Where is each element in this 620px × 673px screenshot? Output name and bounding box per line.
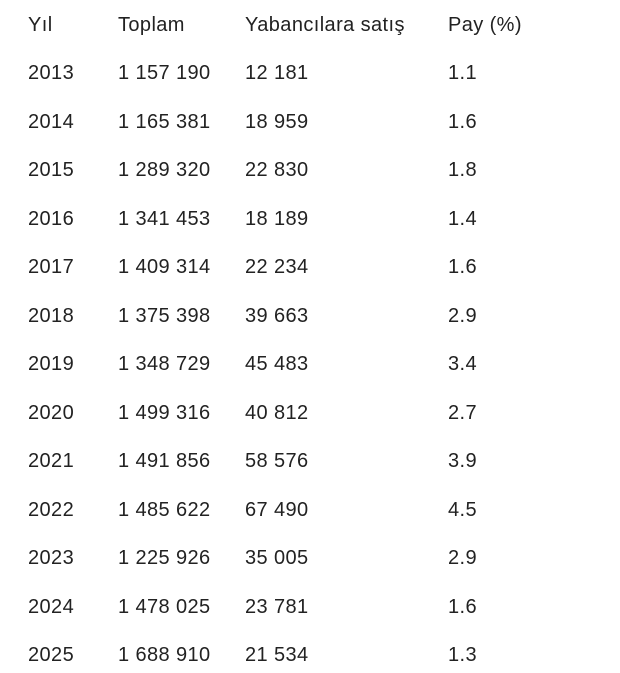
cell-total: 1 485 622 [118,498,211,521]
cell-year: 2024 [28,595,75,618]
column-header-year: Yıl [28,13,53,36]
cell-year: 2018 [28,304,75,327]
cell-total: 1 157 190 [118,62,211,85]
cell-total: 1 409 314 [118,256,211,279]
table-row-2015 [0,147,620,196]
table-row-2019 [0,341,620,390]
table-row-2024 [0,583,620,632]
cell-foreign-sales: 18 189 [245,207,309,230]
table-header-row [0,1,620,50]
cell-share: 1.3 [448,644,478,667]
cell-total: 1 165 381 [118,110,211,133]
cell-year: 2025 [28,644,75,667]
cell-share: 3.4 [448,353,478,376]
cell-share: 2.9 [448,304,478,327]
cell-year: 2017 [28,256,75,279]
column-header-share: Pay (%) [448,13,522,36]
cell-share: 1.8 [448,159,478,182]
cell-foreign-sales: 45 483 [245,353,309,376]
cell-year: 2013 [28,62,75,85]
cell-share: 1.1 [448,62,478,85]
cell-foreign-sales: 58 576 [245,450,309,473]
table-row-2023 [0,535,620,584]
cell-foreign-sales: 39 663 [245,304,309,327]
cell-year: 2019 [28,353,75,376]
column-header-foreign-sales: Yabancılara satış [245,13,405,36]
cell-total: 1 688 910 [118,644,211,667]
cell-total: 1 491 856 [118,450,211,473]
cell-total: 1 341 453 [118,207,211,230]
cell-year: 2015 [28,159,75,182]
cell-share: 1.6 [448,256,478,279]
cell-foreign-sales: 21 534 [245,644,309,667]
cell-foreign-sales: 35 005 [245,547,309,570]
table-row-2013 [0,50,620,99]
cell-total: 1 289 320 [118,159,211,182]
cell-share: 1.4 [448,207,478,230]
table-row-2014 [0,98,620,147]
cell-foreign-sales: 18 959 [245,110,309,133]
cell-foreign-sales: 22 830 [245,159,309,182]
cell-total: 1 499 316 [118,401,211,424]
cell-share: 1.6 [448,110,478,133]
cell-share: 1.6 [448,595,478,618]
cell-share: 4.5 [448,498,478,521]
table-row-2025 [0,632,620,673]
cell-total: 1 348 729 [118,353,211,376]
cell-foreign-sales: 12 181 [245,62,309,85]
cell-share: 2.7 [448,401,478,424]
table-row-2017 [0,244,620,293]
cell-share: 3.9 [448,450,478,473]
cell-year: 2014 [28,110,75,133]
table-row-2022 [0,486,620,535]
cell-foreign-sales: 67 490 [245,498,309,521]
cell-foreign-sales: 22 234 [245,256,309,279]
cell-total: 1 375 398 [118,304,211,327]
cell-foreign-sales: 23 781 [245,595,309,618]
cell-year: 2016 [28,207,75,230]
cell-total: 1 478 025 [118,595,211,618]
table-row-2021 [0,438,620,487]
table-row-2016 [0,195,620,244]
cell-share: 2.9 [448,547,478,570]
column-header-total: Toplam [118,13,185,36]
cell-foreign-sales: 40 812 [245,401,309,424]
cell-year: 2022 [28,498,75,521]
cell-year: 2020 [28,401,75,424]
table-row-2018 [0,292,620,341]
cell-total: 1 225 926 [118,547,211,570]
cell-year: 2023 [28,547,75,570]
cell-year: 2021 [28,450,75,473]
table-row-2020 [0,389,620,438]
